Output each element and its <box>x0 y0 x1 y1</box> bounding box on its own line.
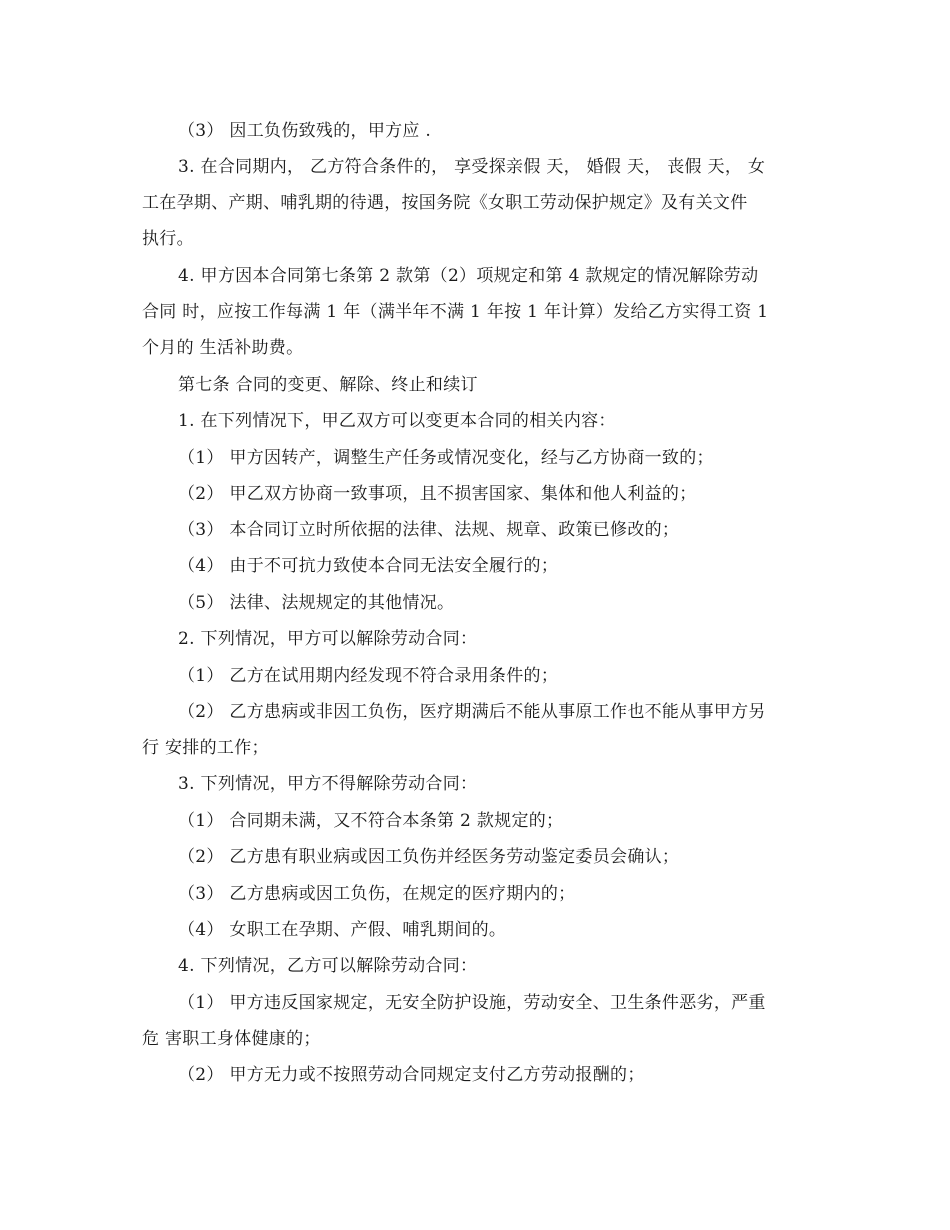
text-line: （3） 因工负伤致残的，甲方应 . <box>178 121 432 141</box>
text-line: 合同 时，应按工作每满 1 年（满半年不满 1 年按 1 年计算）发给乙方实得工资 1 <box>142 302 769 322</box>
text-line: （1） 甲方违反国家规定，无安全防护设施，劳动安全、卫生条件恶劣，严重 <box>178 993 766 1013</box>
text-line: 个月的 生活补助费。 <box>142 338 304 358</box>
text-line: 3. 下列情况，甲方不得解除劳动合同： <box>178 774 478 794</box>
text-line: 危 害职工身体健康的； <box>142 1029 321 1049</box>
text-line: 工在孕期、产期、哺乳期的待遇，按国务院《女职工劳动保护规定》及有关文件 <box>142 193 748 213</box>
text-line: 行 安排的工作； <box>142 738 269 758</box>
text-line: （5） 法律、法规规定的其他情况。 <box>178 593 455 613</box>
text-line: （3） 乙方患病或因工负伤，在规定的医疗期内的； <box>178 884 576 904</box>
text-line: （2） 乙方患有职业病或因工负伤并经医务劳动鉴定委员会确认； <box>178 847 680 867</box>
text-line: （1） 乙方在试用期内经发现不符合录用条件的； <box>178 666 559 686</box>
text-line: （1） 甲方因转产，调整生产任务或情况变化，经与乙方协商一致的； <box>178 448 714 468</box>
text-line: （1） 合同期未满，又不符合本条第 2 款规定的； <box>178 811 564 831</box>
text-line: （2） 乙方患病或非因工负伤，医疗期满后不能从事原工作也不能从事甲方另 <box>178 702 766 722</box>
text-line: 4. 甲方因本合同第七条第 2 款第（2）项规定和第 4 款规定的情况解除劳动 <box>178 266 759 286</box>
text-line: 3. 在合同期内， 乙方符合条件的， 享受探亲假 天， 婚假 天， 丧假 天， 女 <box>178 157 766 177</box>
text-line: （3） 本合同订立时所依据的法律、法规、规章、政策已修改的； <box>178 520 680 540</box>
text-line: 执行。 <box>142 229 194 249</box>
text-line: （4） 女职工在孕期、产假、哺乳期间的。 <box>178 920 507 940</box>
text-line: （2） 甲乙双方协商一致事项，且不损害国家、集体和他人利益的； <box>178 484 697 504</box>
text-line: 1. 在下列情况下，甲乙双方可以变更本合同的相关内容： <box>178 411 616 431</box>
text-line: 4. 下列情况，乙方可以解除劳动合同： <box>178 956 478 976</box>
text-line: （4） 由于不可抗力致使本合同无法安全履行的； <box>178 556 559 576</box>
text-line: （2） 甲方无力或不按照劳动合同规定支付乙方劳动报酬的； <box>178 1065 645 1085</box>
text-line: 2. 下列情况，甲方可以解除劳动合同： <box>178 629 478 649</box>
section-heading: 第七条 合同的变更、解除、终止和续订 <box>178 375 478 395</box>
